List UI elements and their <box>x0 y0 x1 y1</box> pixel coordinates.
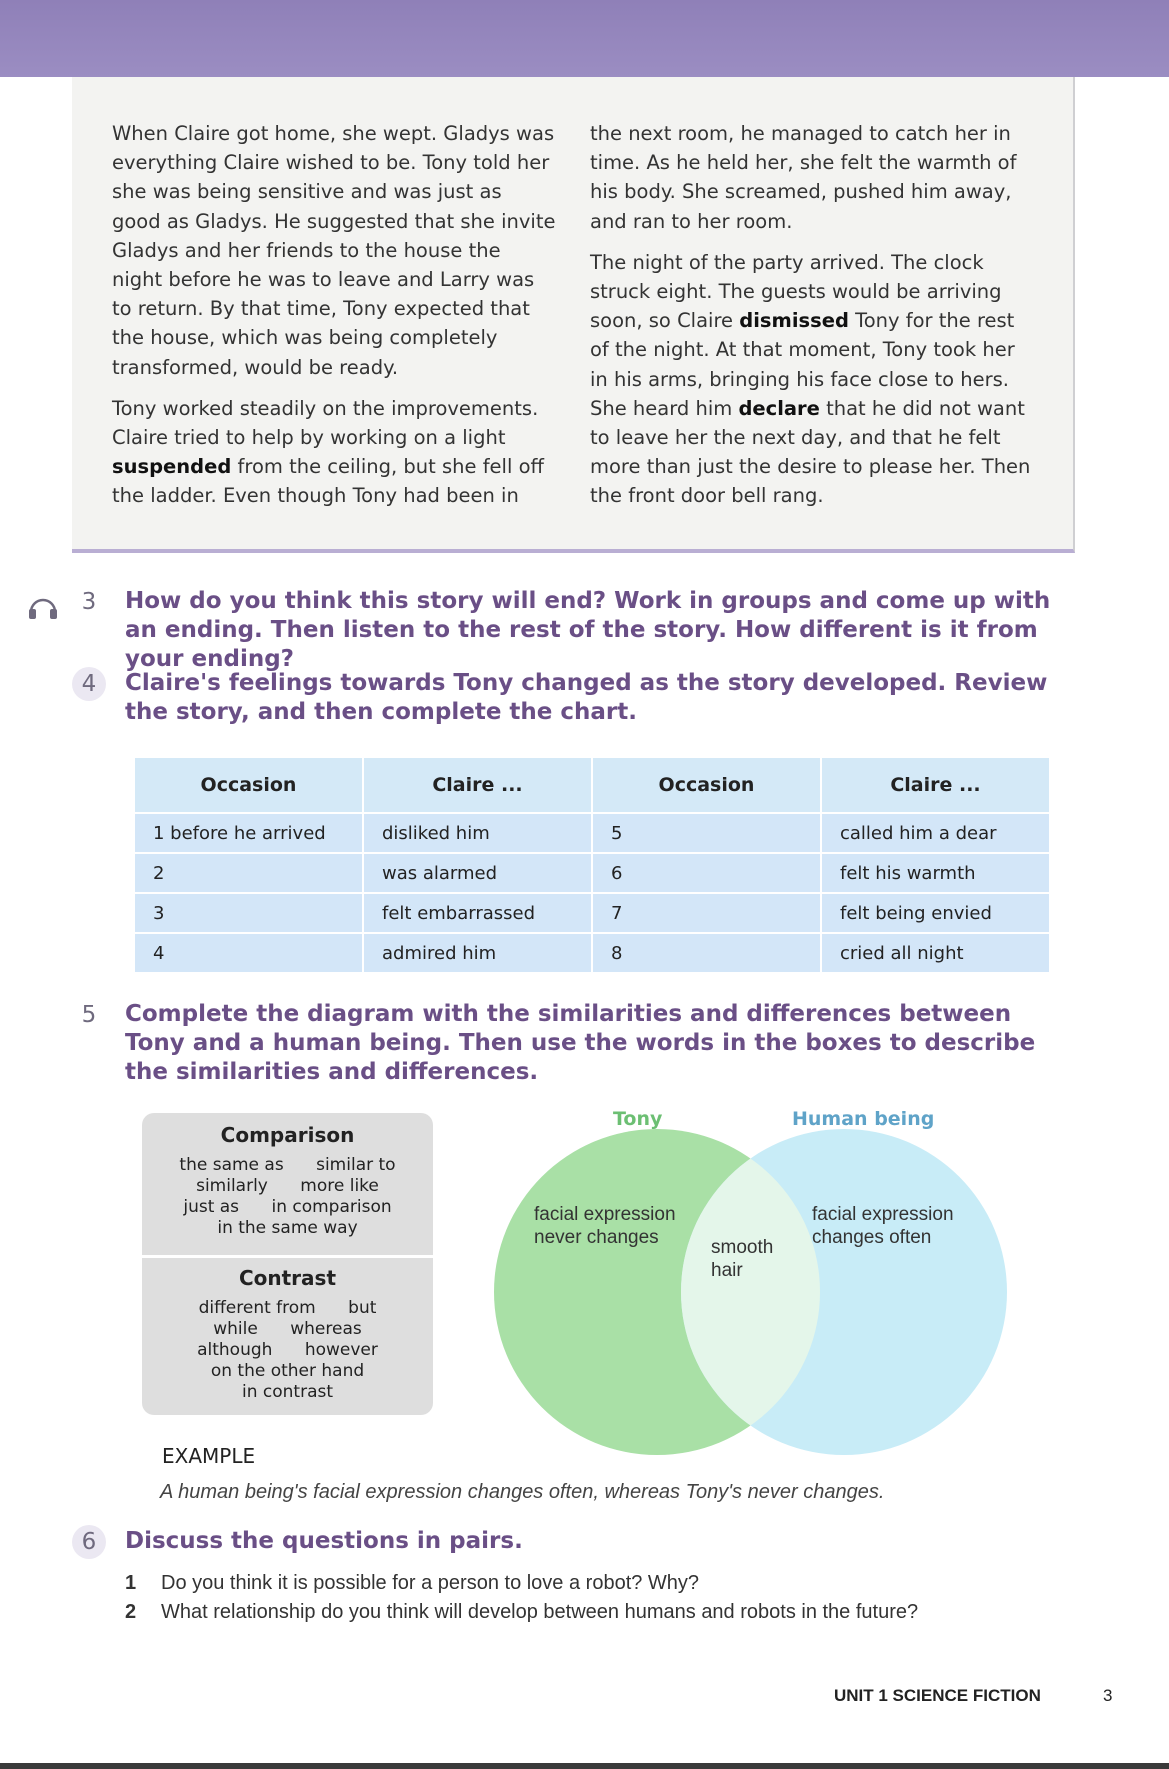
venn-right-text <box>812 1203 954 1249</box>
story-column-left <box>112 119 556 523</box>
discussion-question-text: What relationship do you think will develop between humans and robots in the future? <box>161 1601 919 1623</box>
table-cell: 6 <box>592 853 821 893</box>
story-text: When Claire got home, she wept. Gladys was everything Claire wished to be. Tony told her she was being sensitive and was just as good as Gladys. He suggested that she invite Gladys and her friends to the house the night before he was to leave and Larry was to return. By that time, Tony expected that the house, which was being completely transformed, would be ready. <box>112 122 556 379</box>
table-header-cell: Claire ... <box>821 757 1050 813</box>
table-cell: 8 <box>592 933 821 973</box>
table-row <box>134 893 1050 933</box>
contrast-line: different from but <box>198 1298 377 1318</box>
story-column-right <box>590 119 1034 523</box>
venn-title-tony: Tony <box>613 1108 663 1130</box>
table-row <box>134 933 1050 973</box>
table-cell: 3 <box>134 893 363 933</box>
contrast-line: while whereas <box>213 1319 362 1339</box>
story-excerpt-box <box>72 77 1075 553</box>
table-cell: 4 <box>134 933 363 973</box>
table-cell: felt embarrassed <box>363 893 592 933</box>
example-text: A human being's facial expression changes often, whereas Tony's never changes. <box>160 1481 885 1503</box>
table-header-row <box>134 757 1050 813</box>
vocabulary-word: declare <box>738 396 820 420</box>
table-header-cell: Claire ... <box>363 757 592 813</box>
table-cell: felt his warmth <box>821 853 1050 893</box>
table-cell: felt being envied <box>821 893 1050 933</box>
table-cell: called him a dear <box>821 813 1050 853</box>
question-4-text: Claire's feelings towards Tony changed as the story developed. Review the story, and then complete the chart. <box>125 670 1048 725</box>
table-cell: was alarmed <box>363 853 592 893</box>
venn-text-line: hair <box>711 1260 743 1281</box>
venn-text-line: changes often <box>812 1227 932 1248</box>
table-cell: disliked him <box>363 813 592 853</box>
question-3-number: 3 <box>81 589 97 615</box>
discussion-question-text: Do you think it is possible for a person to love a robot? Why? <box>161 1572 700 1594</box>
table-cell: admired him <box>363 933 592 973</box>
table-header-cell: Occasion <box>592 757 821 813</box>
question-6-text: Discuss the questions in pairs. <box>125 1528 523 1554</box>
footer-unit-label: UNIT 1 SCIENCE FICTION <box>834 1686 1041 1705</box>
comparison-line: in the same way <box>217 1218 358 1238</box>
discussion-question-number: 2 <box>125 1601 137 1623</box>
venn-text-line: facial expression <box>812 1204 954 1225</box>
question-4-number: 4 <box>72 667 106 701</box>
story-paragraph <box>112 119 556 382</box>
table-row <box>134 853 1050 893</box>
story-text: Tony for the rest of the night. At that moment, Tony took her in his arms, bringing his face close to hers. She heard him <box>590 309 1015 420</box>
table-cell: 7 <box>592 893 821 933</box>
question-3-text: How do you think this story will end? Work in groups and come up with an ending. Then listen to the rest of the story. How different is it from your ending? <box>125 588 1051 672</box>
story-paragraph <box>590 119 1034 236</box>
contrast-line: on the other hand <box>210 1361 365 1381</box>
table-cell: 2 <box>134 853 363 893</box>
table-header-cell: Occasion <box>134 757 363 813</box>
vocabulary-word: dismissed <box>739 309 849 333</box>
comparison-line: similarly more like <box>196 1176 379 1196</box>
discussion-question <box>125 1572 699 1595</box>
headphones-icon <box>27 592 59 620</box>
bottom-rule <box>0 1763 1169 1769</box>
story-text: from the ceiling, but she fell off the ladder. Even though Tony had been in <box>112 455 544 508</box>
table-cell: 5 <box>592 813 821 853</box>
contrast-word-box <box>142 1258 433 1415</box>
venn-text-line: facial expression <box>534 1204 676 1225</box>
table-cell: 1 before he arrived <box>134 813 363 853</box>
question-5-number: 5 <box>81 1002 97 1028</box>
comparison-line: just as in comparison <box>183 1197 392 1217</box>
header-band <box>0 0 1169 77</box>
discussion-question-number: 1 <box>125 1572 137 1594</box>
comparison-word-box <box>142 1113 433 1255</box>
question-6-number: 6 <box>72 1525 106 1559</box>
contrast-line: although however <box>197 1340 378 1360</box>
contrast-line: in contrast <box>241 1382 334 1402</box>
story-text: Tony worked steadily on the improvements. Claire tried to help by working on a light <box>112 396 539 450</box>
discussion-question <box>125 1601 918 1624</box>
venn-diagram <box>480 1100 1020 1460</box>
feelings-chart-table <box>133 756 1051 974</box>
venn-text-line: never changes <box>534 1227 659 1248</box>
venn-left-text <box>534 1203 676 1249</box>
venn-title-human: Human being <box>792 1108 935 1130</box>
comparison-title: Comparison <box>220 1123 355 1147</box>
question-5-text: Complete the diagram with the similarities and differences between Tony and a human being. Then use the words in the boxes to describe the similarities and differences. <box>125 1001 1036 1085</box>
story-text: The night of the party arrived. The clock struck eight. The guests would be arriving soon, so Claire <box>590 250 1002 333</box>
table-cell: cried all night <box>821 933 1050 973</box>
example-label: EXAMPLE <box>162 1444 256 1468</box>
story-paragraph <box>112 394 556 511</box>
table-row <box>134 813 1050 853</box>
venn-middle-text <box>711 1236 773 1282</box>
contrast-title: Contrast <box>238 1266 337 1290</box>
story-text: the next room, he managed to catch her in time. As he held her, she felt the warmth of his body. She screamed, pushed him away, and ran to her room. <box>590 122 1017 233</box>
vocabulary-word: suspended <box>112 455 232 479</box>
venn-text-line: smooth <box>711 1237 774 1258</box>
page-number: 3 <box>1103 1686 1113 1705</box>
comparison-line: the same as similar to <box>179 1155 396 1175</box>
story-text: that he did not want to leave her the next day, and that he felt more than just the desire to please her. Then the front door bell rang. <box>590 396 1031 508</box>
story-paragraph <box>590 248 1034 511</box>
